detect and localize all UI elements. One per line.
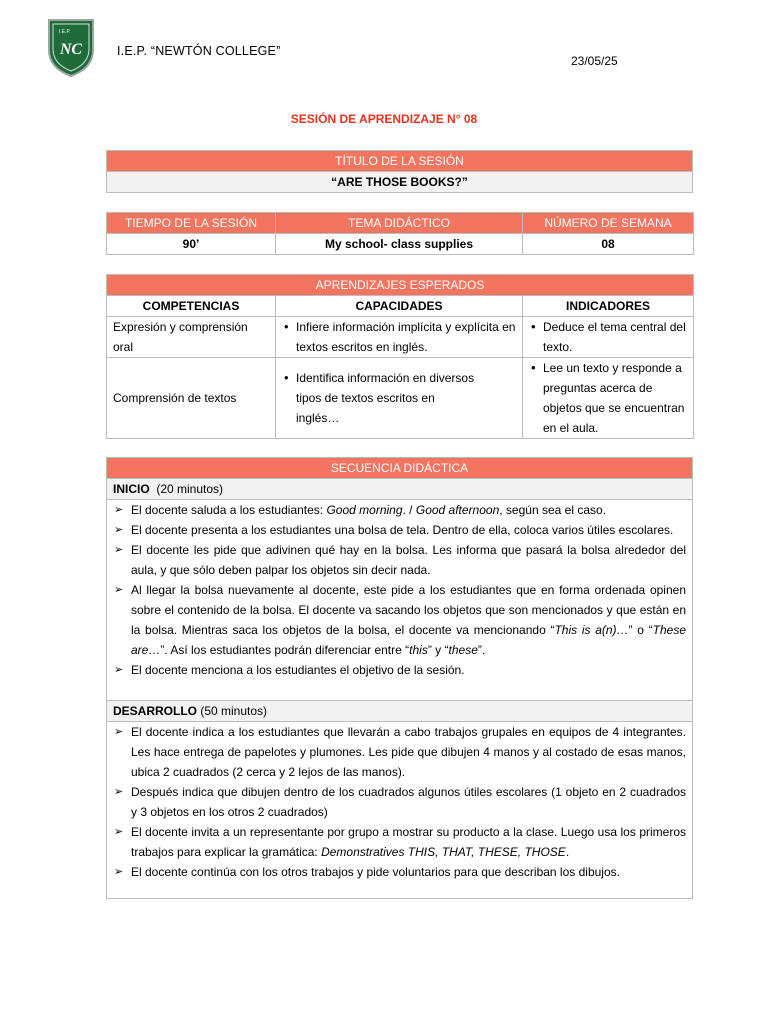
title-table-header: TÍTULO DE LA SESIÓN [107,151,693,172]
session-title: SESIÓN DE APRENDIZAJE N° 08 [290,112,478,126]
col-competencias: COMPETENCIAS [107,296,276,317]
competencia-cell: Expresión y comprensión oral [107,317,276,358]
table-row [107,317,694,358]
list-item: ➢ El docente invita a un representante por grupo a mostrar su producto a la clase. Luego usa los primeros trabajos para explicar la gramática: Demonstratives THIS, THAT, THESE, THOSE. [131,822,686,862]
indicador-item: • Lee un texto y responde a preguntas acerca de objetos que se encuentran en el aula. [543,358,687,438]
info-table [106,212,694,255]
week-header: NÚMERO DE SEMANA [523,213,694,234]
list-item: ➢ El docente menciona a los estudiantes el objetivo de la sesión. [131,660,686,680]
week-value: 08 [523,234,694,255]
list-item: ➢ Al llegar la bolsa nuevamente al docente, este pide a los estudiantes que en forma ordenada opinen sobre el contenido de la bolsa. El docente va sacando los objetos que son mencionados y que están en la bolsa. Mientras saca los objetos de la bolsa, el docente va mencionando “This is a(n)…” o “These are…”. Así los estudiantes podrán diferenciar entre “this” y “these”. [131,580,686,660]
topic-header: TEMA DIDÁCTICO [276,213,523,234]
time-header: TIEMPO DE LA SESIÓN [107,213,276,234]
list-item: ➢ El docente les pide que adivinen qué hay en la bolsa. Les informa que pasará la bolsa alrededor del aula, y que sólo deben palpar los objetos sin decir nada. [131,540,686,580]
list-item: ➢ El docente saluda a los estudiantes: Good morning. / Good afternoon, según sea el caso. [131,500,686,520]
list-item: ➢ El docente indica a los estudiantes que llevarán a cabo trabajos grupales en equipos de 4 integrantes. Les hace entrega de papelotes y plumones. Les pide que dibujen 4 manos y al costado de esas manos, ubica 2 cuadrados (2 cerca y 2 lejos de las manos). [131,722,686,782]
inicio-label: INICIO [113,482,150,496]
topic-value: My school- class supplies [276,234,523,255]
table-row [107,358,694,439]
capacidad-item: • Identifica información en diversos tipos de textos escritos en inglés… [296,368,516,428]
sequence-table [106,457,693,899]
school-name: I.E.P. “NEWTÓN COLLEGE” [117,44,281,58]
indicador-item: • Deduce el tema central del texto. [543,317,687,357]
inicio-duration: (20 minutos) [156,482,224,496]
desarrollo-label: DESARROLLO [113,704,197,718]
list-item: ➢ El docente presenta a los estudiantes una bolsa de tela. Dentro de ella, coloca varios útiles escolares. [131,520,686,540]
time-value: 90’ [107,234,276,255]
competencia-cell: Comprensión de textos [107,358,276,439]
list-item: ➢ Después indica que dibujen dentro de los cuadrados algunos útiles escolares (1 objeto en 2 cuadrados y 3 objetos en los otros 2 cuadrados) [131,782,686,822]
capacidad-item: • Infiere información implícita y explícita en textos escritos en inglés. [296,317,516,357]
col-indicadores: INDICADORES [523,296,694,317]
title-table [106,150,693,193]
list-item: ➢ El docente continúa con los otros trabajos y pide voluntarios para que describan los dibujos. [131,862,686,882]
document-date: 23/05/25 [571,54,618,68]
session-name: “ARE THOSE BOOKS?” [107,172,693,193]
school-logo [46,16,96,78]
sequence-header: SECUENCIA DIDÁCTICA [107,458,693,479]
col-capacidades: CAPACIDADES [276,296,523,317]
logo-letters: NC [59,41,83,58]
learning-table [106,274,694,439]
learning-header: APRENDIZAJES ESPERADOS [107,275,694,296]
desarrollo-duration: (50 minutos) [200,704,268,718]
logo-small-text: I.E.P. [59,29,71,35]
